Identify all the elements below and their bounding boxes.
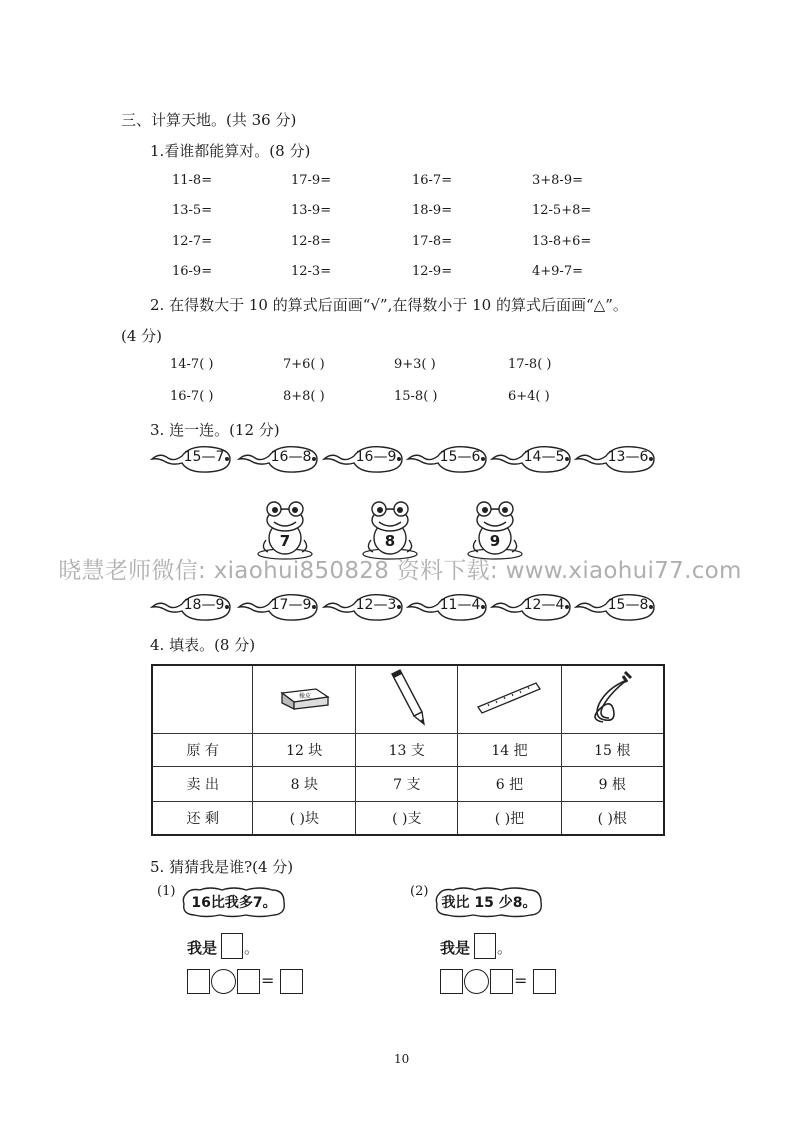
eraser-cell: [253, 665, 356, 733]
row-label: 还 剩: [152, 801, 253, 835]
frog-icon: [361, 500, 419, 560]
table-cell: 14 把: [458, 733, 561, 766]
equals-sign: =: [514, 971, 528, 990]
equation-box-2b[interactable]: [490, 969, 513, 994]
q1-item: 17-8=: [412, 234, 453, 249]
clue-text-1: 16比我多7。: [191, 895, 277, 911]
tadpole-label: 12—4: [523, 597, 565, 613]
tadpole-label: 17—9: [270, 597, 312, 613]
q1-item: 4+9-7=: [532, 264, 583, 279]
answer-label-1: 我是: [187, 939, 218, 957]
q1-item: 12-8=: [291, 234, 332, 249]
equation-box-2c[interactable]: [533, 969, 556, 994]
table-cell: 12 块: [253, 733, 356, 766]
table-cell: 13 支: [356, 733, 458, 766]
q1-item: 13-9=: [291, 203, 332, 218]
tadpole-label: 15—6: [439, 449, 481, 465]
tadpole[interactable]: [490, 444, 572, 474]
q2-item: 9+3( ): [394, 357, 436, 372]
tadpole-label: 18—9: [183, 597, 225, 613]
tadpole[interactable]: [406, 444, 488, 474]
tadpole[interactable]: [574, 592, 656, 622]
table-corner-cell: [152, 665, 253, 733]
pencil-cell: [356, 665, 458, 733]
table-cell: 6 把: [458, 766, 561, 801]
pencil-icon: [384, 668, 430, 726]
q2-item: 7+6( ): [283, 357, 325, 372]
ruler-cell: [458, 665, 561, 733]
operator-circle-1[interactable]: [211, 969, 236, 994]
equation-box-2a[interactable]: [440, 969, 463, 994]
q1-item: 13-8+6=: [532, 234, 592, 249]
tadpole[interactable]: [237, 444, 319, 474]
q4-title: 4. 填表。(8 分): [150, 636, 256, 654]
q1-item: 12-3=: [291, 264, 332, 279]
answer-cell[interactable]: ( )把: [458, 801, 561, 835]
q1-item: 17-9=: [291, 173, 332, 188]
page-number: 10: [394, 1052, 410, 1066]
tadpole[interactable]: [574, 444, 656, 474]
tadpole-label: 16—9: [355, 449, 397, 465]
q1-item: 12-7=: [172, 234, 213, 249]
clue-bubble-2: [433, 886, 545, 918]
equation-box-1b[interactable]: [237, 969, 260, 994]
q1-item: 12-5+8=: [532, 203, 592, 218]
tadpole[interactable]: [322, 592, 404, 622]
rope-cell: [561, 665, 664, 733]
table-row: [152, 801, 664, 835]
tadpole-label: 14—5: [523, 449, 565, 465]
q5-title: 5. 猜猜我是谁?(4 分): [150, 858, 294, 876]
frog-number: 9: [489, 532, 501, 550]
tadpole-label: 13—6: [607, 449, 649, 465]
q2-points: (4 分): [121, 327, 163, 345]
tadpole-label: 12—3: [355, 597, 397, 613]
period-mark: 。: [244, 939, 260, 957]
q1-item: 18-9=: [412, 203, 453, 218]
frog-number: 8: [384, 532, 396, 550]
tadpole[interactable]: [150, 592, 232, 622]
clue-bubble-1: [180, 886, 288, 918]
q2-item: 16-7( ): [170, 389, 214, 404]
table-row: [152, 665, 664, 733]
answer-box-1[interactable]: [221, 933, 243, 959]
table-cell: 8 块: [253, 766, 356, 801]
period-mark: 。: [497, 939, 513, 957]
tadpole-label: 15—7: [183, 449, 225, 465]
table-cell: 15 根: [561, 733, 664, 766]
table-cell: 9 根: [561, 766, 664, 801]
q2-item: 14-7( ): [170, 357, 214, 372]
answer-cell[interactable]: ( )根: [561, 801, 664, 835]
q2-item: 6+4( ): [508, 389, 550, 404]
frog-icon: [466, 500, 524, 560]
answer-box-2[interactable]: [474, 933, 496, 959]
frog-number: 7: [279, 532, 291, 550]
table-row: [152, 733, 664, 766]
equals-sign: =: [261, 971, 275, 990]
row-label: 卖 出: [152, 766, 253, 801]
tadpole[interactable]: [237, 592, 319, 622]
equation-box-1a[interactable]: [187, 969, 210, 994]
jump-rope-icon: [587, 668, 637, 726]
q1-item: 16-7=: [412, 173, 453, 188]
table-cell: 7 支: [356, 766, 458, 801]
tadpole-label: 16—8: [270, 449, 312, 465]
table-row: [152, 766, 664, 801]
tadpole[interactable]: [150, 444, 232, 474]
eraser-icon-label: 橡皮: [299, 693, 312, 701]
q2-item: 8+8( ): [283, 389, 325, 404]
tadpole[interactable]: [406, 592, 488, 622]
ruler-icon: [474, 677, 544, 717]
q2-title: 2. 在得数大于 10 的算式后面画“√”,在得数小于 10 的算式后面画“△”。: [150, 296, 628, 314]
q1-item: 3+8-9=: [532, 173, 583, 188]
part1-number: (1): [157, 884, 176, 899]
clue-text-2: 我比 15 少8。: [441, 895, 537, 911]
part2-number: (2): [410, 884, 429, 899]
equation-box-1c[interactable]: [280, 969, 303, 994]
tadpole-label: 15—8: [607, 597, 649, 613]
tadpole[interactable]: [322, 444, 404, 474]
operator-circle-2[interactable]: [464, 969, 489, 994]
tadpole-label: 11—4: [439, 597, 481, 613]
q1-item: 16-9=: [172, 264, 213, 279]
watermark: 晓慧老师微信: xiaohui850828 资料下载: www.xiaohui77.com: [58, 558, 742, 584]
q1-item: 13-5=: [172, 203, 213, 218]
q1-item: 12-9=: [412, 264, 453, 279]
q1-title: 1.看谁都能算对。(8 分): [150, 142, 311, 160]
frog[interactable]: [466, 500, 524, 560]
tadpole[interactable]: [490, 592, 572, 622]
answer-cell[interactable]: ( )块: [253, 801, 356, 835]
frog-icon: [256, 500, 314, 560]
q2-item: 17-8( ): [508, 357, 552, 372]
row-label: 原 有: [152, 733, 253, 766]
answer-cell[interactable]: ( )支: [356, 801, 458, 835]
eraser-icon: [276, 679, 332, 715]
q3-title: 3. 连一连。(12 分): [150, 421, 280, 439]
frog[interactable]: [256, 500, 314, 560]
frog[interactable]: [361, 500, 419, 560]
sales-table: [151, 664, 665, 836]
section-title: 三、计算天地。(共 36 分): [121, 111, 297, 129]
answer-label-2: 我是: [440, 939, 471, 957]
q1-item: 11-8=: [172, 173, 213, 188]
q2-item: 15-8( ): [394, 389, 438, 404]
